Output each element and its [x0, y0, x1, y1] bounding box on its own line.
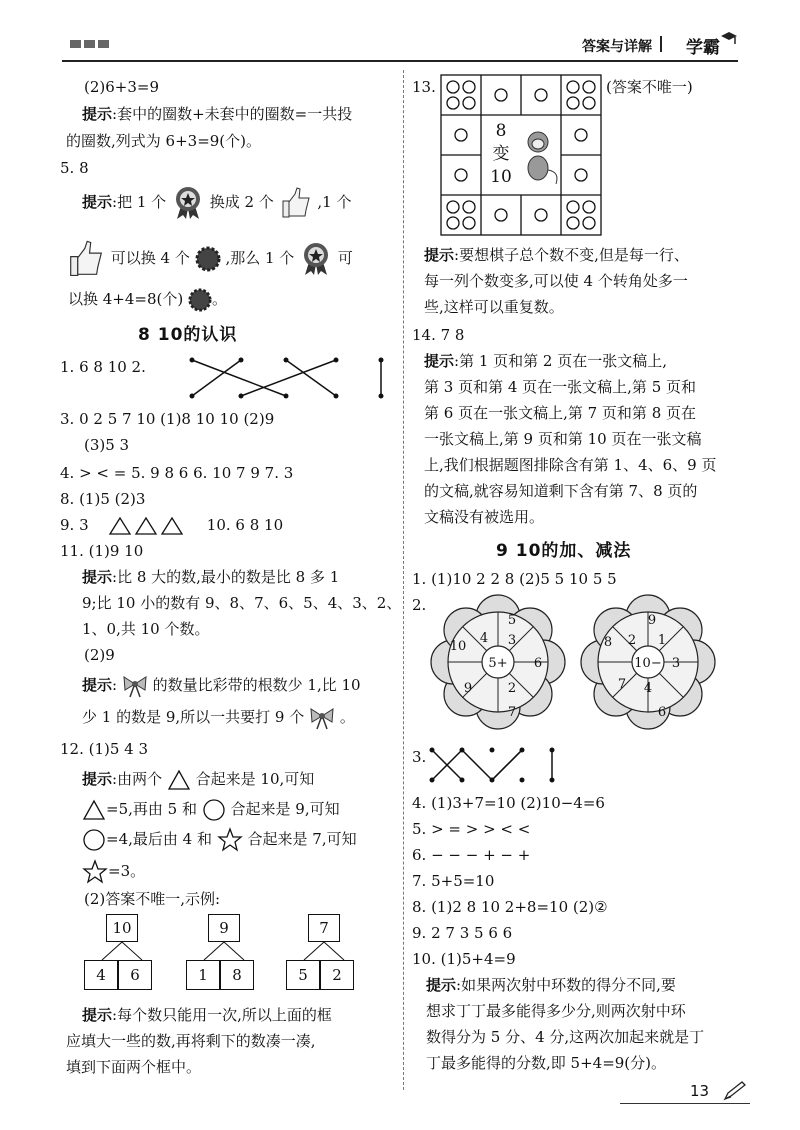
gear-badge-icon — [195, 246, 221, 272]
svg-text:1: 1 — [657, 633, 667, 648]
hint-line: 第 6 页在一张文稿上,第 7 页和第 8 页在 — [424, 404, 697, 422]
bow-icon — [122, 674, 148, 698]
page-number: 13 — [690, 1082, 710, 1100]
column-divider — [403, 70, 404, 1090]
footer-rule — [620, 1103, 750, 1104]
page-header — [0, 0, 800, 70]
medal-icon — [171, 186, 205, 220]
triangle-icon — [167, 769, 191, 791]
hint-line: 提示:要想棋子总个数不变,但是每一行、 — [424, 246, 689, 264]
hint-line: 提示:套中的圈数+未套中的圈数=一共投 — [82, 105, 353, 123]
number-tree: 7 5 2 — [284, 914, 364, 994]
question-r7: 7. 5+5=10 — [412, 872, 495, 890]
svg-text:9: 9 — [647, 613, 657, 628]
hint-line: 一张文稿上,第 9 页和第 10 页在一张文稿 — [424, 430, 702, 448]
section-title: 8 10的认识 — [138, 325, 238, 345]
question-r4: 4. (1)3+7=10 (2)10−4=6 — [412, 794, 605, 812]
hint-line: 上,我们根据题图排除含有第 1、4、6、9 页 — [424, 456, 717, 474]
pencil-icon — [722, 1080, 748, 1102]
header-separator — [660, 36, 662, 52]
hint-line: 数得分为 5 分、4 分,这两次加起来就是丁 — [426, 1028, 705, 1046]
svg-text:7: 7 — [617, 677, 627, 692]
svg-text:10−: 10− — [634, 656, 662, 671]
question-r6: 6. − − − + − + — [412, 846, 531, 864]
question-8: 8. (1)5 (2)3 — [60, 490, 146, 508]
circle-icon — [202, 798, 226, 822]
header-brand: 学霸 — [686, 38, 720, 58]
svg-text:3: 3 — [671, 656, 681, 671]
star-icon — [217, 827, 243, 853]
question-9-10: 9. 3 10. 6 8 10 — [60, 516, 284, 534]
svg-text:5+: 5+ — [488, 656, 508, 671]
hint-line: 第 3 页和第 4 页在一张文稿上,第 5 页和 — [424, 378, 697, 396]
hint-line: 想求丁丁最多能得多少分,则两次射中环 — [426, 1002, 686, 1020]
question-r5: 5. > = > > < < — [412, 820, 531, 838]
question-12-2: (2)答案不唯一,示例: — [84, 890, 221, 908]
svg-text:7: 7 — [507, 705, 517, 720]
star-icon — [82, 859, 108, 885]
question-12: 12. (1)5 4 3 — [60, 740, 149, 758]
svg-text:4: 4 — [479, 631, 489, 646]
hint-line: 提示:把 1 个 换成 2 个 ,1 个 — [82, 186, 351, 220]
hint-line: 提示:第 1 页和第 2 页在一张文稿上, — [424, 352, 667, 370]
hint-line: 的圈数,列式为 6+3=9(个)。 — [66, 132, 262, 150]
gear-badge-icon — [188, 288, 212, 312]
hint-line: 文稿没有被选用。 — [424, 508, 545, 526]
hint-line: 以换 4+4=8(个) 。 — [68, 286, 227, 312]
svg-text:4: 4 — [643, 681, 653, 696]
thumbs-up-icon — [66, 240, 106, 278]
svg-text:2: 2 — [627, 633, 637, 648]
svg-text:2: 2 — [507, 681, 517, 696]
question-r8: 8. (1)2 8 10 2+8=10 (2)② — [412, 898, 608, 916]
question-r9: 9. 2 7 3 5 6 6 — [412, 924, 513, 942]
question-13: 13. — [412, 78, 436, 96]
question-3-cont: (3)5 3 — [84, 436, 130, 454]
number-tree: 10 4 6 — [82, 914, 162, 994]
hint-line: 的文稿,就容易知道剩下含有第 7、8 页的 — [424, 482, 698, 500]
matching-lines-figure-2 — [428, 746, 558, 786]
answer-line: (2)6+3=9 — [84, 78, 160, 96]
question-11-2: (2)9 — [84, 646, 115, 664]
question-11: 11. (1)9 10 — [60, 542, 144, 560]
hint-line: =5,再由 5 和 合起来是 9,可知 — [82, 796, 340, 822]
triangle-icon — [82, 799, 106, 821]
question-4-7: 4. > < = 5. 9 8 6 6. 10 7 9 7. 3 — [60, 464, 294, 482]
hint-line: 应填大一些的数,再将剩下的数凑一凑, — [66, 1032, 316, 1050]
question-r10: 10. (1)5+4=9 — [412, 950, 516, 968]
hint-line: 可以换 4 个 ,那么 1 个 可 — [66, 240, 353, 278]
question-r1: 1. (1)10 2 2 8 (2)5 5 10 5 5 — [412, 570, 617, 588]
number-tree: 9 1 8 — [184, 914, 264, 994]
monkey-label: 8 变 10 — [490, 121, 512, 187]
hint-line: 提示:如果两次射中环数的得分不同,要 — [426, 976, 676, 994]
hint-line: 9;比 10 小的数有 9、8、7、6、5、4、3、2、 — [82, 594, 402, 612]
hint-line: 些,这样可以重复数。 — [424, 298, 564, 316]
svg-text:6: 6 — [657, 705, 667, 720]
hint-line: =3。 — [82, 858, 145, 885]
circle-icon — [82, 828, 106, 852]
thumbs-up-icon — [279, 187, 313, 219]
monkey-icon — [528, 132, 557, 184]
header-marks — [70, 40, 109, 48]
flower-figure-2 — [580, 594, 716, 730]
chess-grid-figure — [440, 74, 602, 236]
hint-line: 丁最多能得的分数,即 5+4=9(分)。 — [426, 1054, 667, 1072]
header-title: 答案与详解 — [582, 39, 652, 55]
question-5: 5. 8 — [60, 159, 89, 177]
bow-icon — [309, 706, 335, 730]
triangles-icon — [108, 516, 188, 536]
hint-line: 填到下面两个框中。 — [66, 1058, 202, 1076]
flower-figure-1 — [430, 594, 566, 730]
question-1-2: 1. 6 8 10 2. — [60, 358, 146, 376]
note: (答案不唯一) — [606, 78, 693, 96]
hint-line: 1、0,共 10 个数。 — [82, 620, 210, 638]
header-rule — [62, 60, 738, 62]
hint-line: 少 1 的数是 9,所以一共要打 9 个 。 — [82, 704, 355, 730]
question-3: 3. 0 2 5 7 10 (1)8 10 10 (2)9 — [60, 410, 275, 428]
svg-text:10: 10 — [449, 639, 467, 654]
hint-line: 提示:由两个 合起来是 10,可知 — [82, 766, 314, 792]
matching-lines-figure — [186, 352, 386, 404]
svg-text:3: 3 — [507, 633, 517, 648]
hint-line: 提示:比 8 大的数,最小的数是比 8 多 1 — [82, 568, 340, 586]
hint-line: =4,最后由 4 和 合起来是 7,可知 — [82, 826, 357, 853]
svg-text:9: 9 — [463, 681, 473, 696]
question-r3: 3. — [412, 748, 427, 766]
svg-text:5: 5 — [507, 613, 517, 628]
question-r2: 2. — [412, 596, 427, 614]
svg-text:8: 8 — [603, 635, 613, 650]
hint-line: 提示: 的数量比彩带的根数少 1,比 10 — [82, 672, 361, 698]
hint-line: 每一列个数变多,可以使 4 个转角处多一 — [424, 272, 688, 290]
graduation-cap-icon — [720, 30, 738, 46]
svg-text:6: 6 — [533, 656, 543, 671]
medal-icon — [299, 242, 333, 276]
section-title: 9 10的加、减法 — [496, 541, 632, 561]
question-14: 14. 7 8 — [412, 326, 465, 344]
hint-line: 提示:每个数只能用一次,所以上面的框 — [82, 1006, 332, 1024]
